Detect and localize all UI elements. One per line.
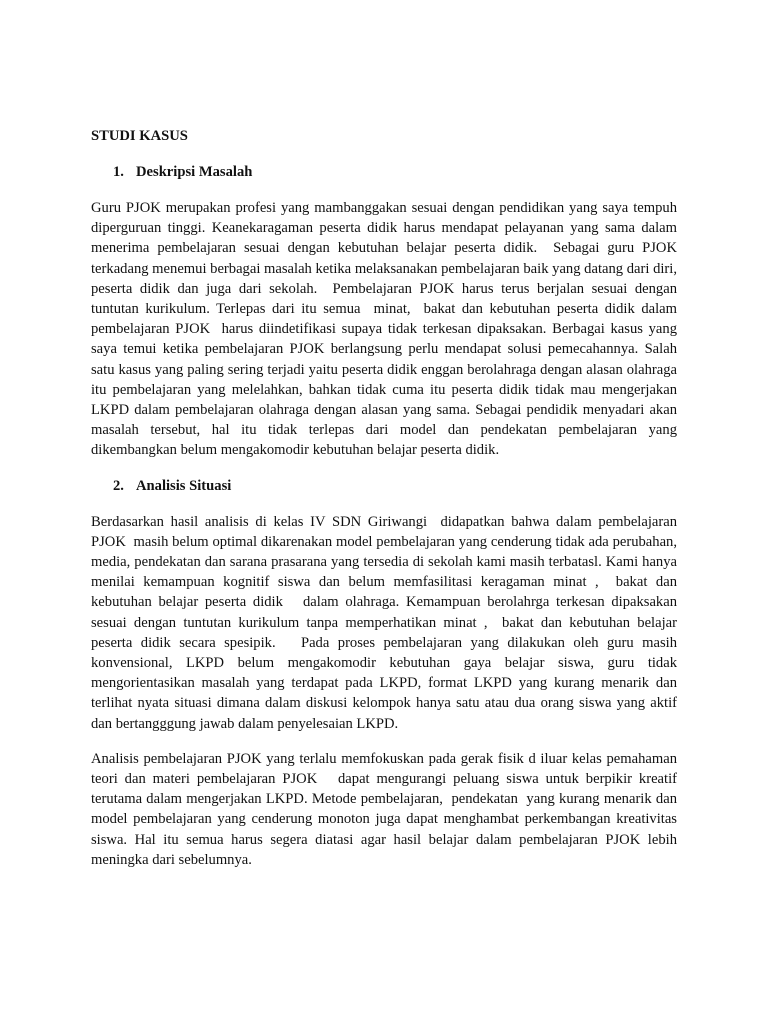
paragraph-analisis-situasi-1: Berdasarkan hasil analisis di kelas IV SDN Giriwangi didapatkan bahwa dalam pembelajaran PJOK masih belum optimal dikarenakan model pembelajaran yang cenderung tidak ada perubahan, media, pendekatan dan sarana prasarana yang tersedia di sekolah kami masih terbatasl. Kami hanya menilai kemampuan kognitif siswa dan belum memfasilitasi keragaman minat , bakat dan kebutuhan belajar peserta didik dalam olahraga. Kemampuan berolahrga terkesan dipaksakan sesuai dengan tuntutan kurikulum tanpa memperhatikan minat , bakat dan kebutuhan belajar peserta didik secara spesipik. Pada proses pembelajaran yang dilakukan oleh guru masih konvensional, LKPD belum mengakomodir kebutuhan gaya belajar siswa, guru tidak mengorientasikan masalah yang terdapat pada LKPD, format LKPD yang kurang menarik dan terlihat nyata situasi dimana dalam diskusi kelompok hanya satu atau dua orang siswa yang aktif dan bertangggung jawab dalam penyelesaian LKPD. [91,513,688,732]
section-heading-deskripsi-masalah [91,162,677,182]
section-heading-text: Deskripsi Masalah [136,164,253,180]
section-heading-analisis-situasi [91,476,677,496]
section-number: 1. [113,164,124,180]
section-heading-text: Analisis Situasi [136,477,232,494]
paragraph-analisis-situasi-2: Analisis pembelajaran PJOK yang terlalu memfokuskan pada gerak fisik d iluar kelas pemahaman teori dan materi pembelajaran PJOK dapat mengurangi peluang siswa untuk berpikir kreatif terutama dalam mengerjakan LKPD. Metode pembelajaran, pendekatan yang kurang menarik dan model pembelajaran yang cenderung monoton juga dapat menghambat perkembangan kreativitas siswa. Hal itu semua harus segera diatasi agar hasil belajar dalam pembelajaran PJOK lebih meningka dari sebelumnya. [91,750,681,868]
document-title: STUDI KASUS [91,128,188,144]
section-number: 2. [113,477,124,494]
document-page [91,126,688,885]
paragraph-deskripsi-masalah: Guru PJOK merupakan profesi yang mambanggakan sesuai dengan pendidikan yang saya tempuh diperguruan tinggi. Keanekaragaman peserta didik harus mendapat pelayanan yang sama dalam menerima pembelajaran sesuai dengan kebutuhan belajar peserta didik. Sebagai guru PJOK terkadang menemui berbagai masalah ketika melaksanakan pembelajaran baik yang datang dari diri, peserta didik dan juga dari sekolah. Pembelajaran PJOK harus terus berjalan sesuai dengan tuntutan kurikulum. Terlepas dari itu semua minat, bakat dan kebutuhan peserta didik dalam pembelajaran PJOK harus diindetifikasi supaya tidak terkesan dipaksakan. Berbagai kasus yang saya temui ketika pembelajaran PJOK berlangsung perlu mendapat solusi pemecahannya. Salah satu kasus yang paling sering terjadi yaitu peserta didik enggan berolahraga dengan alasan olahraga itu pembelajaran yang melelahkan, bahkan tidak cuma itu peserta didik tidak mau mengerjakan LKPD dalam pembelajaran olahraga dengan alasan yang sama. Sebagai pendidik menyadari akan masalah tersebut, hal itu tidak terlepas dari model dan pendekatan pembelajaran yang dikembangkan belum mengakomodir kebutuhan belajar peserta didik. [91,200,688,459]
